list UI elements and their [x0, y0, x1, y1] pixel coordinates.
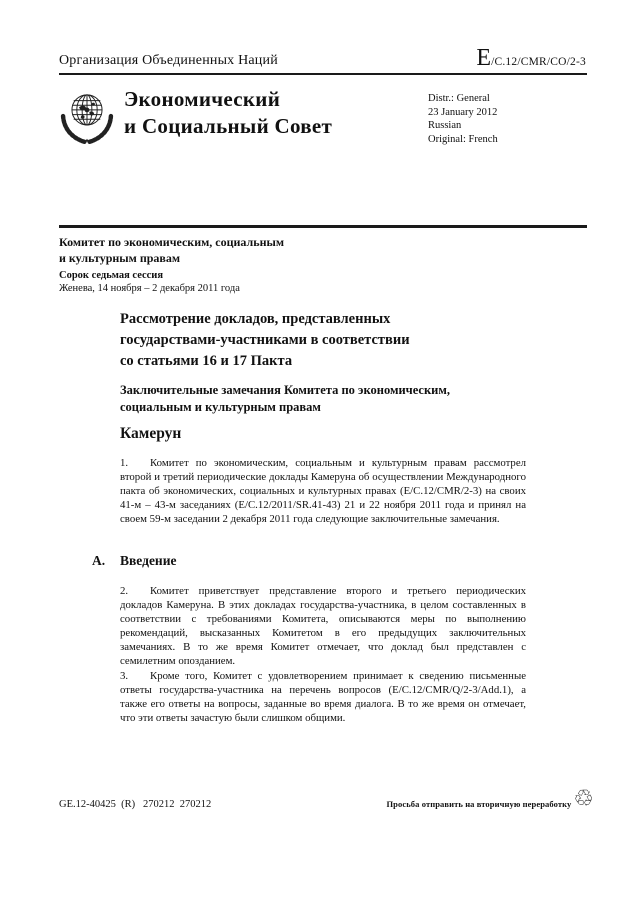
committee-name-line: и культурным правам: [59, 250, 181, 265]
un-emblem-icon: [56, 84, 118, 150]
country-heading: Камерун: [120, 425, 182, 442]
distr-line: Russian: [428, 120, 462, 131]
distr-line: Original: French: [428, 133, 498, 145]
paragraph-text: Комитет по экономическим, социальным и культурным правам рассмотрел второй и третий периодические доклады Камеруна об осуществлении Международного пакта об экономических, социальных и культурных правах (E/C.12/CMR/2-3) на своих 41-м – 43-м заседаниях (E/C.12/2011/SR.41-43) 21 и 22 ноября 2011 года и принял на своем 59-м заседании 2 декабря 2011 года следующие заключительные замечания.: [120, 457, 526, 525]
document-title-line: Рассмотрение докладов, представленных: [120, 311, 391, 327]
org-name: Организация Объединенных Наций: [59, 53, 278, 68]
committee-block: [59, 235, 284, 295]
council-title-line: и Социальный Совет: [124, 114, 333, 138]
section-a-heading: [92, 553, 176, 569]
masthead-rule: [59, 225, 587, 228]
paragraph-1: [120, 456, 526, 526]
document-symbol-letter: E: [476, 45, 492, 71]
paragraph-number: 2.: [120, 585, 129, 597]
council-title: [124, 86, 332, 140]
document-subtitle-line: Заключительные замечания Комитета по экономическим,: [120, 383, 451, 397]
document-subtitle-line: социальным и культурным правам: [120, 399, 321, 414]
document-title-line: со статьями 16 и 17 Пакта: [120, 353, 293, 369]
distr-line: 23 January 2012: [428, 106, 498, 118]
distribution-info: [428, 92, 498, 146]
council-title-line: Экономический: [124, 87, 281, 111]
header-rule: [59, 73, 587, 75]
paragraph-number: 1.: [120, 457, 129, 469]
paragraph-2: [120, 584, 526, 668]
session-label: Сорок седьмая сессия: [59, 270, 164, 281]
committee-name-line: Комитет по экономическим, социальным: [59, 235, 285, 249]
recycle-icon: ♲: [573, 786, 594, 812]
paragraph-text: Кроме того, Комитет с удовлетворением принимает к сведению письменные ответы государства-участника на перечень вопросов (E/C.12/CMR/Q/2-3/Add.1), а также его ответы на вопросы, заданные во время диалога. В то же время он отмечает, что эти ответы зачастую были слишком общими.: [120, 670, 526, 724]
document-symbol-number: /C.12/CMR/CO/2-3: [491, 56, 586, 68]
recycle-text: Просьба отправить на вторичную переработку: [386, 798, 572, 809]
session-venue: Женева, 14 ноября – 2 декабря 2011 года: [59, 283, 240, 294]
paragraph-text: Комитет приветствует представление второго и третьего периодических докладов Камеруна. В этих докладах государства-участника, в целом составленных в соответствии с требованиями Комитета, описываются меры по выполнению рекомендаций, высказанных Комитетом в его предыдущих заключительных замечаниях. В то же время Комитет отмечает, что доклад был представлен с семилетним опозданием.: [120, 585, 526, 667]
section-letter: A.: [92, 553, 106, 568]
paragraph-3: [120, 669, 526, 725]
ge-reference: GE.12-40425 (R) 270212 270212: [59, 799, 212, 810]
document-title-line: государствами-участниками в соответствии: [120, 332, 410, 348]
document-title: [120, 309, 540, 372]
document-subtitle: [120, 382, 540, 415]
paragraph-number: 3.: [120, 670, 129, 682]
section-title: Введение: [120, 553, 177, 568]
recycle-notice: [386, 788, 594, 811]
distr-line: Distr.: General: [428, 93, 490, 104]
document-symbol: [476, 46, 586, 70]
